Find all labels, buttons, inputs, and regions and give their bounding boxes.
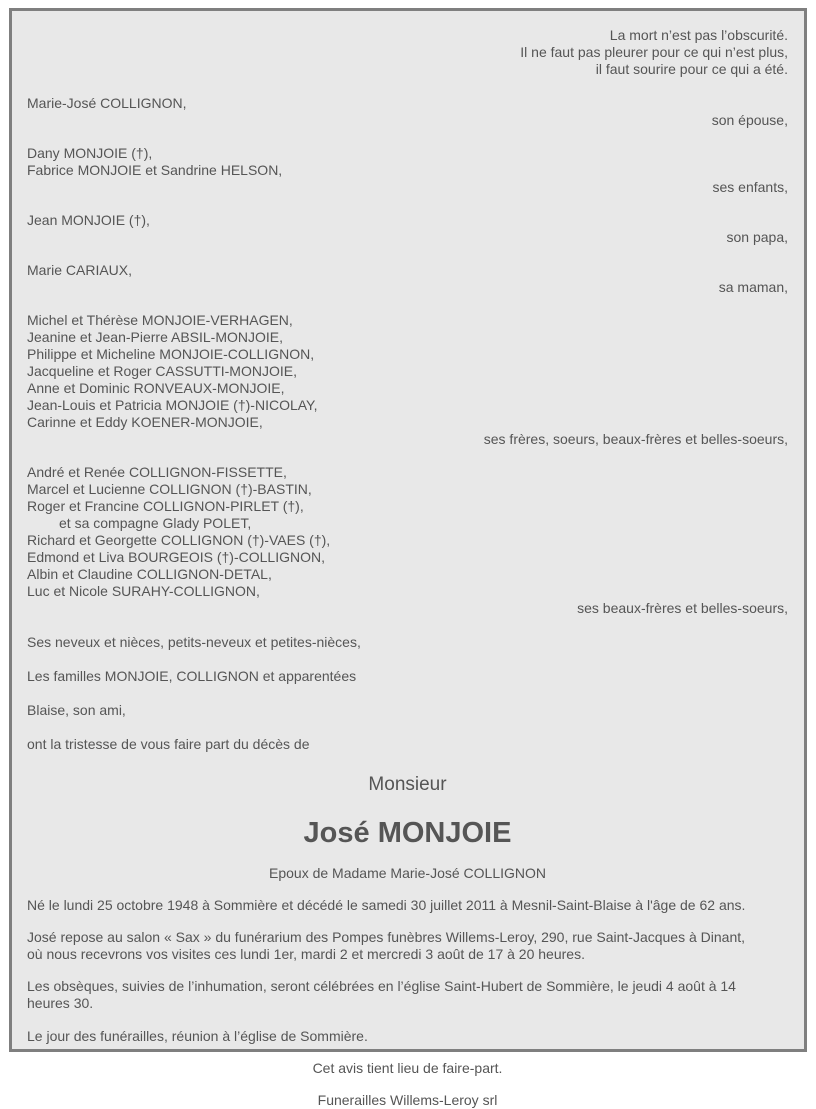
in-law-name: Marcel et Lucienne COLLIGNON (†)-BASTIN, <box>27 481 312 497</box>
deceased-title: Monsieur <box>368 774 447 795</box>
in-laws-list <box>27 464 788 600</box>
quote-line: La mort n’est pas l’obscurité. <box>609 27 788 43</box>
sibling-name: Jeanine et Jean-Pierre ABSIL-MONJOIE, <box>27 329 283 345</box>
sibling-name: Michel et Thérèse MONJOIE-VERHAGEN, <box>27 312 293 328</box>
announcement-line: ont la tristesse de vous faire part du décès de <box>27 736 310 752</box>
nephews-line: Ses neveux et nièces, petits-neveux et petites-nièces, <box>27 634 361 650</box>
rest-line: José repose au salon « Sax » du funérarium des Pompes funèbres Willems-Leroy, 290, rue Saint-Jacques à Dinant, <box>27 929 746 945</box>
notice-line: Cet avis tient lieu de faire-part. <box>312 1060 503 1076</box>
quote-line: Il ne faut pas pleurer pour ce qui n’est plus, <box>520 44 788 60</box>
deceased-spouse-of: Epoux de Madame Marie-José COLLIGNON <box>269 865 546 881</box>
father-role: son papa, <box>726 229 788 245</box>
birth-death-line: Né le lundi 25 octobre 1948 à Sommière et décédé le samedi 30 juillet 2011 à Mesnil-Saint-Blaise à l'âge de 62 ans. <box>27 897 746 913</box>
quote <box>27 27 788 78</box>
in-law-name: Albin et Claudine COLLIGNON-DETAL, <box>27 566 272 582</box>
siblings-role: ses frères, soeurs, beaux-frères et belles-soeurs, <box>483 431 788 447</box>
friend-line: Blaise, son ami, <box>27 702 126 718</box>
in-law-name: André et Renée COLLIGNON-FISSETTE, <box>27 464 287 480</box>
in-law-name: Roger et Francine COLLIGNON-PIRLET (†), <box>27 498 304 514</box>
child-name: Dany MONJOIE (†), <box>27 145 153 161</box>
in-law-name: Edmond et Liva BOURGEOIS (†)-COLLIGNON, <box>27 549 325 565</box>
funeral-line: heures 30. <box>27 995 94 1011</box>
meeting-line: Le jour des funérailles, réunion à l’église de Sommière. <box>27 1028 368 1044</box>
in-law-name: Richard et Georgette COLLIGNON (†)-VAES (†), <box>27 532 331 548</box>
child-name: Fabrice MONJOIE et Sandrine HELSON, <box>27 162 283 178</box>
in-law-name: et sa compagne Glady POLET, <box>59 515 252 531</box>
siblings-list <box>27 312 788 431</box>
quote-line: il faut sourire pour ce qui a été. <box>595 61 788 77</box>
mother-role: sa maman, <box>718 279 788 295</box>
spouse-name: Marie-José COLLIGNON, <box>27 95 187 111</box>
families-line: Les familles MONJOIE, COLLIGNON et apparentées <box>27 668 357 684</box>
sibling-name: Philippe et Micheline MONJOIE-COLLIGNON, <box>27 346 315 362</box>
in-law-name: Luc et Nicole SURAHY-COLLIGNON, <box>27 583 260 599</box>
spouse-role: son épouse, <box>711 112 788 128</box>
sibling-name: Jacqueline et Roger CASSUTTI-MONJOIE, <box>27 363 297 379</box>
obituary-content <box>27 27 788 1109</box>
children-role: ses enfants, <box>712 179 788 195</box>
funeral-line: Les obsèques, suivies de l’inhumation, seront célébrées en l’église Saint-Hubert de Sommière, le jeudi 4 août à 14 <box>27 978 736 994</box>
sibling-name: Carinne et Eddy KOENER-MONJOIE, <box>27 414 263 430</box>
in-laws-role: ses beaux-frères et belles-soeurs, <box>577 600 788 616</box>
company-line: Funerailles Willems-Leroy srl <box>317 1092 498 1108</box>
father-name: Jean MONJOIE (†), <box>27 212 150 228</box>
deceased-name: José MONJOIE <box>303 817 512 849</box>
rest-line: où nous recevrons vos visites ces lundi 1er, mardi 2 et mercredi 3 août de 17 à 20 heures. <box>27 946 585 962</box>
sibling-name: Jean-Louis et Patricia MONJOIE (†)-NICOLAY, <box>27 397 318 413</box>
sibling-name: Anne et Dominic RONVEAUX-MONJOIE, <box>27 380 285 396</box>
obituary-frame <box>9 8 807 1108</box>
mother-name: Marie CARIAUX, <box>27 262 133 278</box>
